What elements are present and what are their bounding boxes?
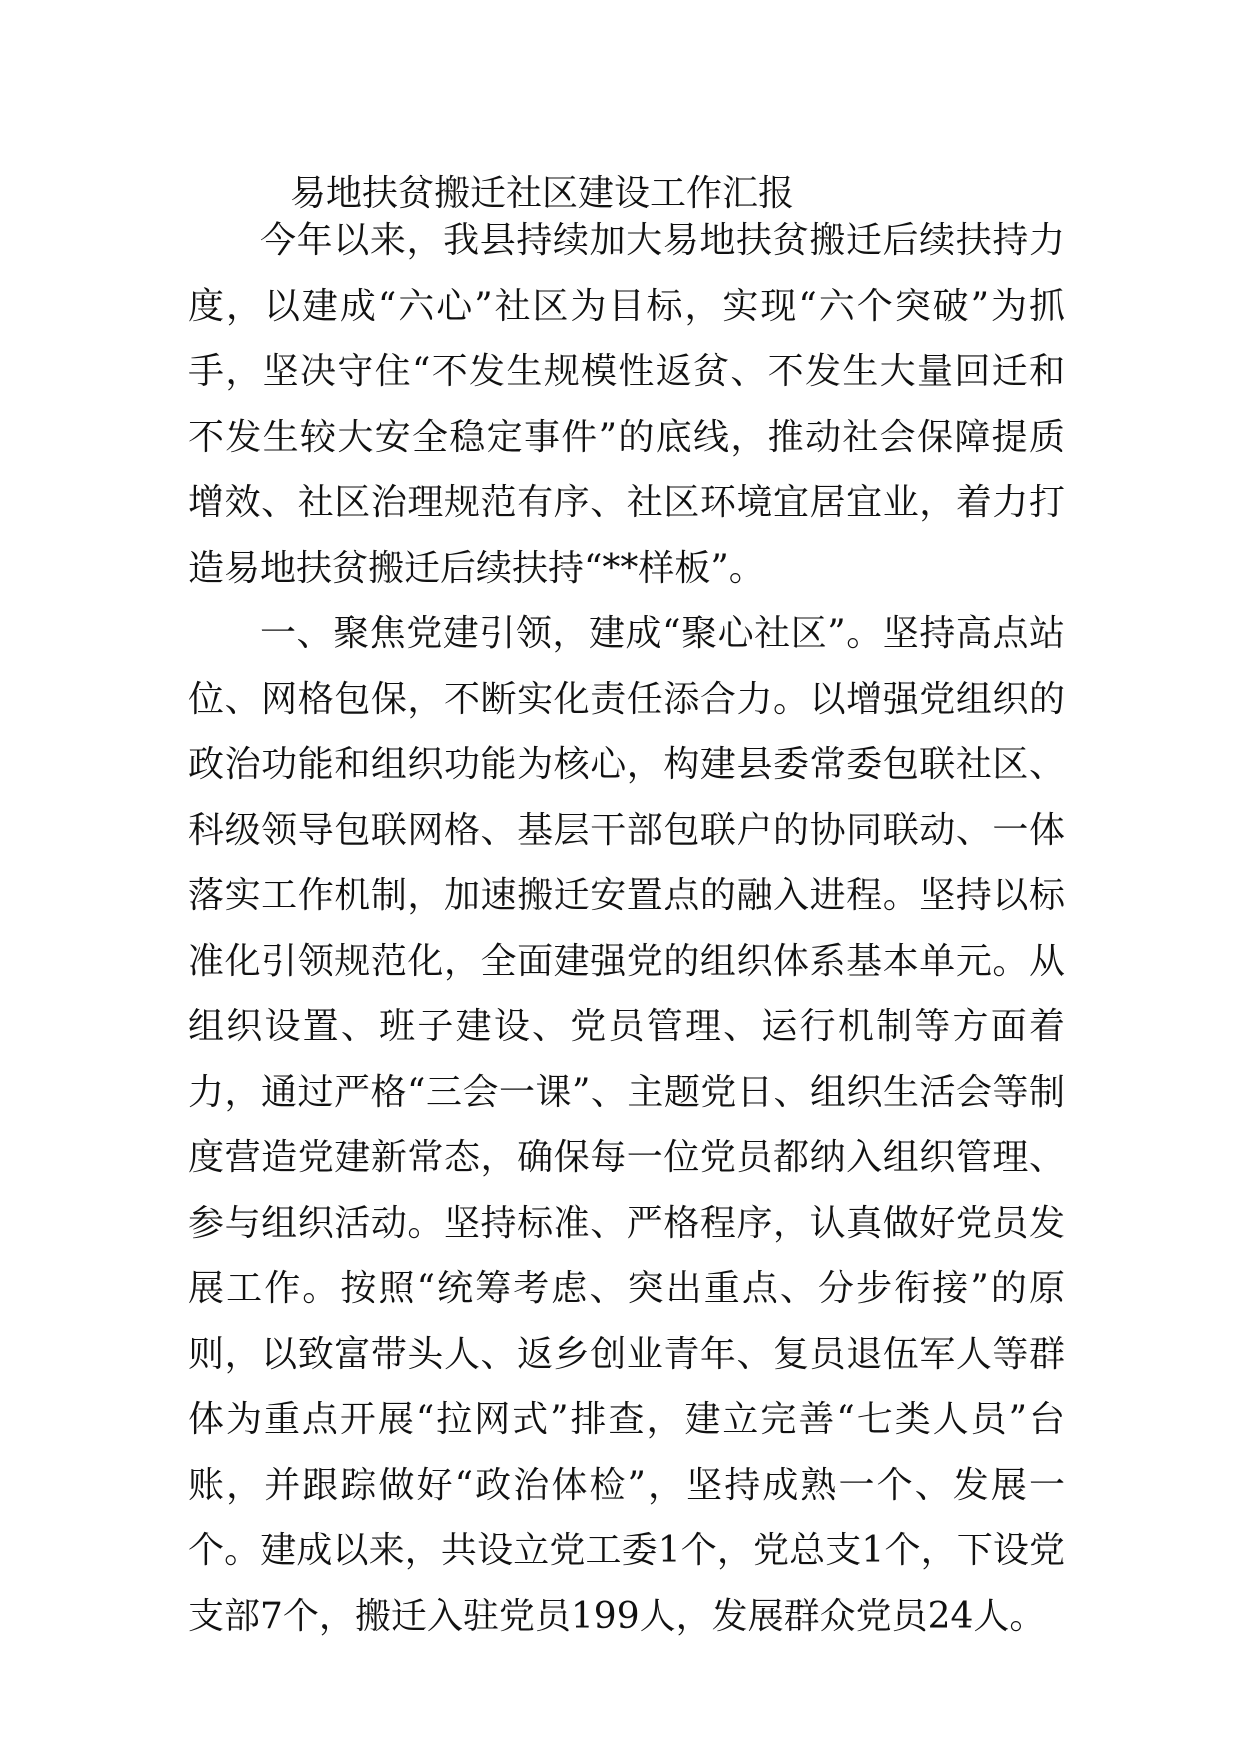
document-body — [188, 208, 1065, 1649]
section-one-paragraph: 一、聚焦党建引领，建成“聚心社区”。坚持高点站位、网格包保，不断实化责任添合力。以增强党组织的政治功能和组织功能为核心，构建县委常委包联社区、科级领导包联网格、基层干部包联户的协同联动、一体落实工作机制，加速搬迁安置点的融入进程。坚持以标准化引领规范化，全面建强党的组织体系基本单元。从组织设置、班子建设、党员管理、运行机制等方面着力，通过严格“三会一课”、主题党日、组织生活会等制度营造党建新常态，确保每一位党员都纳入组织管理、参与组织活动。坚持标准、严格程序，认真做好党员发展工作。按照“统筹考虑、突出重点、分步衔接”的原则，以致富带头人、返乡创业青年、复员退伍军人等群体为重点开展“拉网式”排查，建立完善“七类人员”台账，并跟踪做好“政治体检”，坚持成熟一个、发展一个。建成以来，共设立党工委1个，党总支1个，下设党支部7个，搬迁入驻党员199人，发展群众党员24人。 — [188, 613, 1065, 1637]
document-title: 易地扶贫搬迁社区建设工作汇报 — [290, 173, 795, 214]
intro-paragraph: 今年以来，我县持续加大易地扶贫搬迁后续扶持力度，以建成“六心”社区为目标，实现“六个突破”为抓手，坚决守住“不发生规模性返贫、不发生大量回迁和不发生较大安全稳定事件”的底线，推动社会保障提质增效、社区治理规范有序、社区环境宜居宜业，着力打造易地扶贫搬迁后续扶持“**样板”。 — [188, 220, 1065, 589]
